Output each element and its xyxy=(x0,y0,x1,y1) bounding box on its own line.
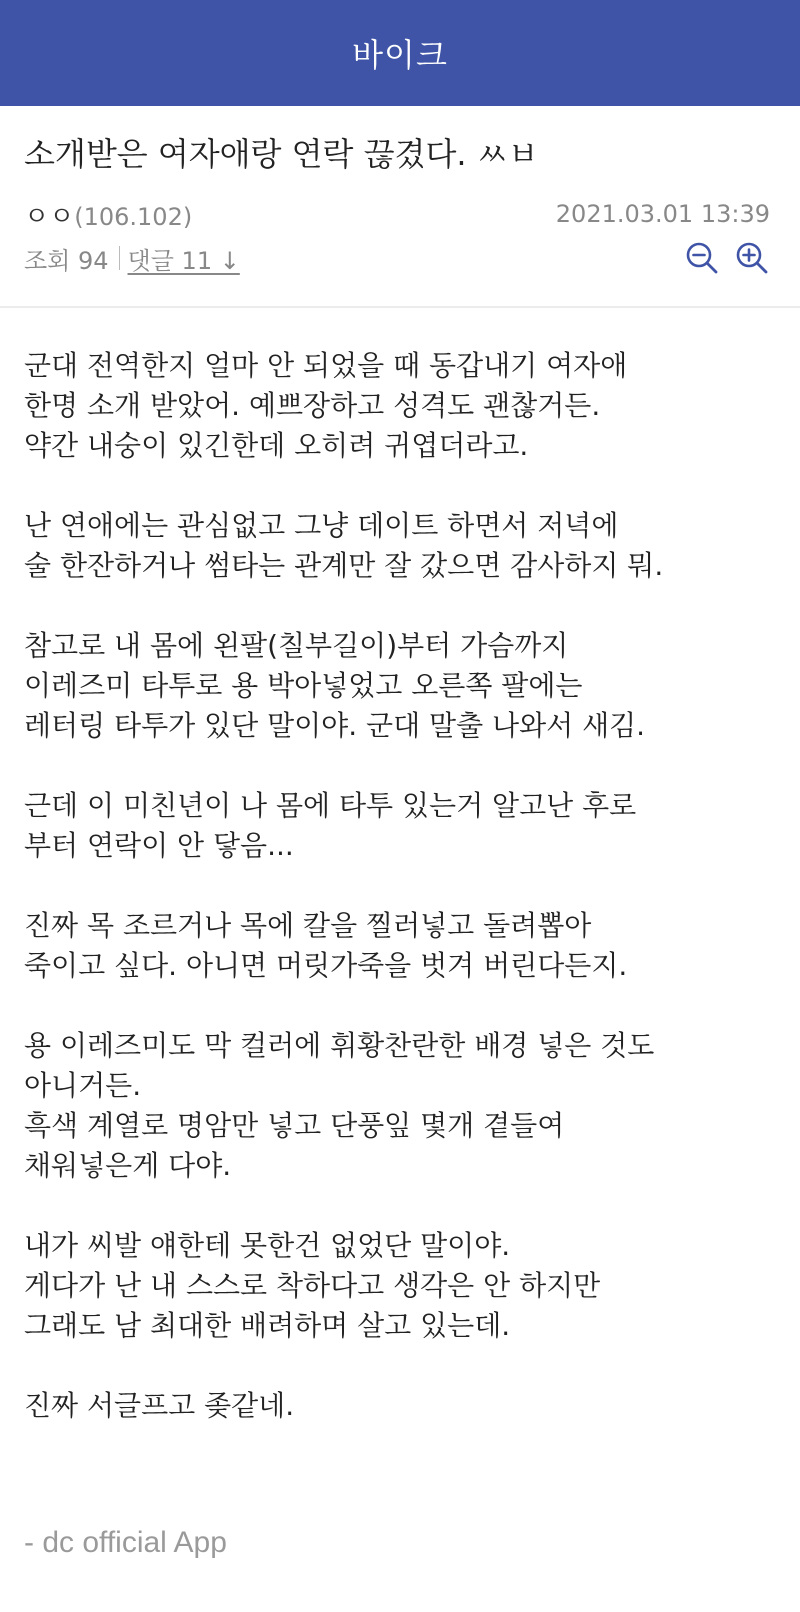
zoom-in-button[interactable] xyxy=(734,240,770,276)
body-line: 흑색 계열로 명암만 넣고 단풍잎 몇개 곁들여 xyxy=(24,1109,565,1142)
author-nick: ㅇㅇ xyxy=(24,201,75,232)
zoom-in-icon xyxy=(735,241,769,275)
body-line: 근데 이 미친년이 나 몸에 타투 있는거 알고난 후로 xyxy=(24,789,637,822)
paragraph xyxy=(24,1026,784,1186)
body-line: 죽이고 싶다. 아니면 머릿가죽을 벗겨 버린다든지. xyxy=(24,949,628,982)
zoom-out-icon xyxy=(685,241,719,275)
post-title: 소개받은 여자애랑 연락 끊겼다. ㅆㅂ xyxy=(24,135,539,173)
body-line: 게다가 난 내 스스로 착하다고 생각은 안 하지만 xyxy=(24,1269,601,1302)
paragraph xyxy=(24,506,784,586)
body-line: 한명 소개 받았어. 예쁘장하고 성격도 괜찮거든. xyxy=(24,389,601,422)
paragraph xyxy=(24,906,784,986)
post-body xyxy=(24,346,784,1466)
body-line: 이레즈미 타투로 용 박아넣었고 오른쪽 팔에는 xyxy=(24,669,583,702)
body-line: 내가 씨발 얘한테 못한건 없었단 말이야. xyxy=(24,1229,511,1262)
paragraph xyxy=(24,626,784,746)
comment-count-link[interactable]: 댓글 11 ↓ xyxy=(127,246,240,275)
paragraph xyxy=(24,786,784,866)
body-line: 그래도 남 최대한 배려하며 살고 있는데. xyxy=(24,1309,511,1342)
author-row xyxy=(24,196,770,232)
body-line: 레터링 타투가 있단 말이야. 군대 말출 나와서 새김. xyxy=(24,709,646,742)
body-line: 아니거든. xyxy=(24,1069,142,1102)
stats-row xyxy=(24,238,770,278)
body-line: 진짜 목 조르거나 목에 칼을 찔러넣고 돌려뽑아 xyxy=(24,909,592,942)
author-info[interactable] xyxy=(24,196,192,233)
header-divider xyxy=(0,306,800,308)
gallery-title[interactable]: 바이크 xyxy=(352,36,448,74)
body-line: 부터 연락이 안 닿음... xyxy=(24,829,294,862)
zoom-controls xyxy=(684,240,770,276)
view-count: 조회 94 xyxy=(24,246,109,275)
separator xyxy=(119,246,120,270)
body-line: 군대 전역한지 얼마 안 되었을 때 동갑내기 여자애 xyxy=(24,349,628,382)
paragraph xyxy=(24,346,784,466)
body-line: 술 한잔하거나 썸타는 관계만 잘 갔으면 감사하지 뭐. xyxy=(24,549,664,582)
body-line: 참고로 내 몸에 왼팔(칠부길이)부터 가슴까지 xyxy=(24,629,569,662)
body-line: 채워넣은게 다야. xyxy=(24,1149,232,1182)
body-line: 난 연애에는 관심없고 그냥 데이트 하면서 저녁에 xyxy=(24,509,619,542)
stats-left xyxy=(24,241,240,276)
zoom-out-button[interactable] xyxy=(684,240,720,276)
post-datetime: 2021.03.01 13:39 xyxy=(555,200,770,228)
paragraph xyxy=(24,1386,784,1426)
author-ip: (106.102) xyxy=(74,202,193,231)
top-bar xyxy=(0,0,800,106)
paragraph xyxy=(24,1226,784,1346)
body-line: 진짜 서글프고 좆같네. xyxy=(24,1389,295,1422)
app-signature: - dc official App xyxy=(24,1526,227,1559)
body-line: 약간 내숭이 있긴한데 오히려 귀엽더라고. xyxy=(24,429,529,462)
body-line: 용 이레즈미도 막 컬러에 휘황찬란한 배경 넣은 것도 xyxy=(24,1029,655,1062)
